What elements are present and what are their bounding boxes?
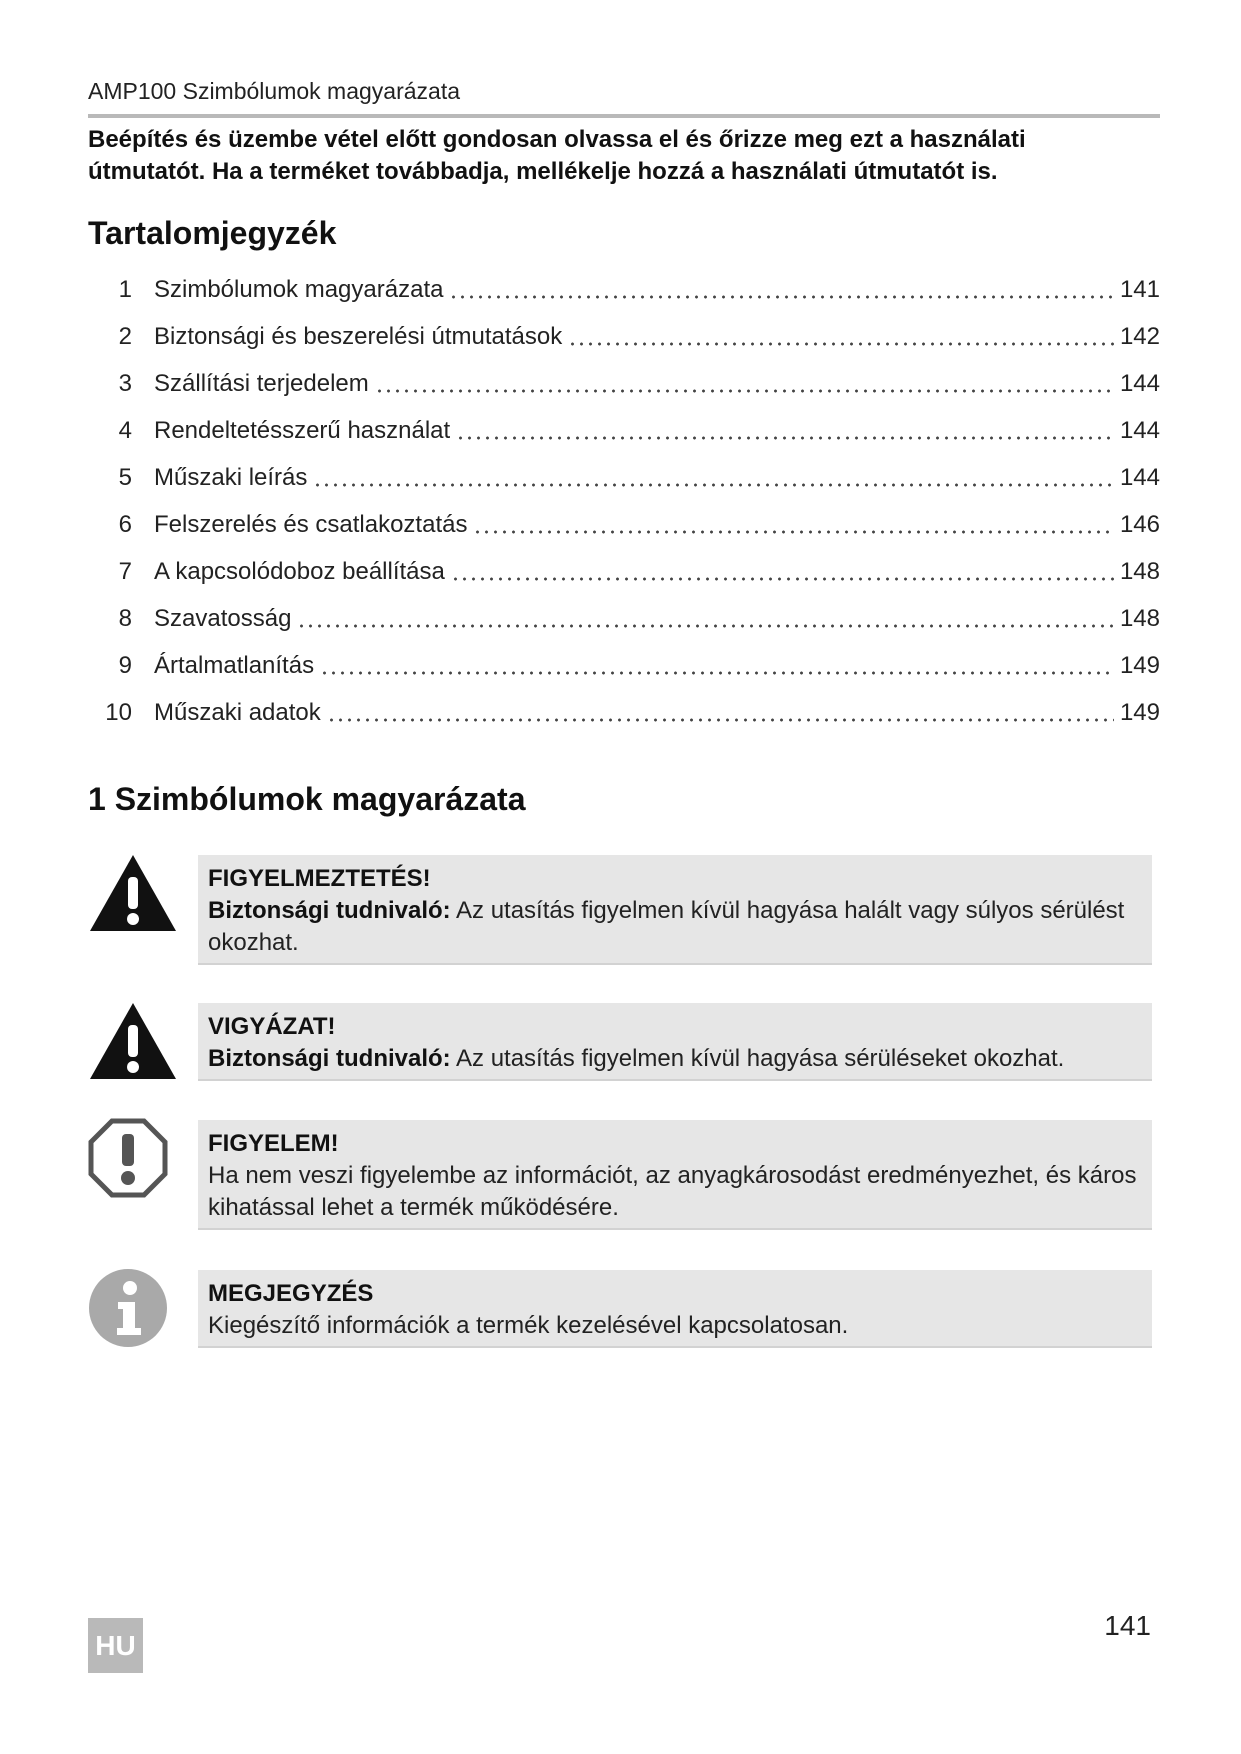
page-number: 141 (1104, 1610, 1151, 1641)
notice-body: Az utasítás figyelmen kívül hagyása sérüléseket okozhat. (450, 1045, 1065, 1072)
notice-lead: Biztonsági tudnivaló: (208, 1045, 451, 1072)
toc-item-title: Szavatosság (154, 604, 292, 632)
toc-dot-leader (327, 701, 1114, 725)
toc-dot-leader (297, 607, 1114, 631)
toc-item-page: 148 (1119, 557, 1160, 585)
toc-item-page: 144 (1119, 369, 1160, 397)
toc-item-number: 6 (118, 510, 132, 538)
attention-octagon-icon (88, 1118, 168, 1198)
notice-lead: Biztonsági tudnivaló: (208, 897, 451, 924)
toc-item-page: 149 (1119, 651, 1160, 679)
toc-item-number: 4 (118, 416, 132, 444)
toc-item-page: 142 (1119, 322, 1160, 350)
language-badge: HU (88, 1618, 143, 1673)
toc-dot-leader (320, 654, 1114, 678)
toc-item[interactable] (88, 595, 1160, 642)
intro-line-2: útmutatót. Ha a terméket továbbadja, mellékelje hozzá a használati útmutatót is. (88, 158, 998, 185)
toc-dot-leader (449, 278, 1114, 302)
toc-item-page: 144 (1119, 416, 1160, 444)
toc-item-number: 5 (118, 463, 132, 491)
toc-item-title: Szállítási terjedelem (154, 369, 369, 397)
table-of-contents (88, 266, 1160, 736)
toc-item[interactable] (88, 407, 1160, 454)
toc-item-page: 148 (1119, 604, 1160, 632)
toc-item-number: 8 (118, 604, 132, 632)
notice-box-caution (198, 1003, 1152, 1079)
toc-item[interactable] (88, 689, 1160, 736)
notice-body: Ha nem veszi figyelembe az információt, az anyagkárosodást eredményezhet, és káros kihatással lehet a termék működésére. (208, 1162, 1137, 1221)
toc-heading: Tartalomjegyzék (88, 215, 337, 251)
info-circle-icon (88, 1268, 168, 1348)
toc-item-title: Műszaki adatok (154, 698, 321, 726)
toc-item[interactable] (88, 360, 1160, 407)
notice-title: FIGYELEM! (208, 1130, 339, 1157)
intro-notice (88, 124, 1168, 188)
toc-item[interactable] (88, 501, 1160, 548)
toc-item-page: 144 (1119, 463, 1160, 491)
toc-item-number: 10 (105, 698, 132, 726)
notice-box-attention (198, 1120, 1152, 1228)
toc-item-number: 7 (118, 557, 132, 585)
toc-item-page: 146 (1119, 510, 1160, 538)
toc-item[interactable] (88, 313, 1160, 360)
toc-item-title: Műszaki leírás (154, 463, 308, 491)
notice-text (208, 895, 1142, 959)
intro-line-1: Beépítés és üzembe vétel előtt gondosan olvassa el és őrizze meg ezt a használati (88, 126, 1026, 153)
toc-item[interactable] (88, 454, 1160, 501)
toc-item-page: 141 (1119, 275, 1160, 303)
header-divider (88, 114, 1160, 118)
toc-item-page: 149 (1119, 698, 1160, 726)
notice-text (208, 1043, 1142, 1075)
toc-dot-leader (451, 560, 1114, 584)
toc-item-title: Biztonsági és beszerelési útmutatások (154, 322, 563, 350)
notice-body: Kiegészítő információk a termék kezelésével kapcsolatosan. (208, 1312, 849, 1339)
toc-item-number: 1 (118, 275, 132, 303)
section-heading: 1 Szimbólumok magyarázata (88, 781, 526, 817)
notice-title: VIGYÁZAT! (208, 1013, 336, 1040)
caution-triangle-icon (88, 1001, 178, 1081)
notice-box-note (198, 1270, 1152, 1346)
toc-item-title: Felszerelés és csatlakoztatás (154, 510, 468, 538)
toc-item-number: 3 (118, 369, 132, 397)
toc-item[interactable] (88, 266, 1160, 313)
notice-box-warning (198, 855, 1152, 963)
toc-item-number: 2 (118, 322, 132, 350)
toc-dot-leader (313, 466, 1114, 490)
toc-dot-leader (568, 325, 1114, 349)
page-header-title: AMP100 Szimbólumok magyarázata (88, 78, 460, 104)
notice-title: MEGJEGYZÉS (208, 1280, 374, 1307)
toc-item-title: Rendeltetésszerű használat (154, 416, 451, 444)
warning-triangle-icon (88, 853, 178, 933)
toc-item[interactable] (88, 642, 1160, 689)
notice-body: Az utasítás figyelmen kívül hagyása halált vagy súlyos sérülést okozhat. (208, 897, 1125, 956)
toc-dot-leader (456, 419, 1114, 443)
toc-item[interactable] (88, 548, 1160, 595)
toc-dot-leader (375, 372, 1114, 396)
toc-dot-leader (473, 513, 1113, 537)
toc-item-number: 9 (118, 651, 132, 679)
toc-item-title: Ártalmatlanítás (154, 651, 315, 679)
toc-item-title: Szimbólumok magyarázata (154, 275, 444, 303)
notice-title: FIGYELMEZTETÉS! (208, 865, 431, 892)
toc-item-title: A kapcsolódoboz beállítása (154, 557, 445, 585)
